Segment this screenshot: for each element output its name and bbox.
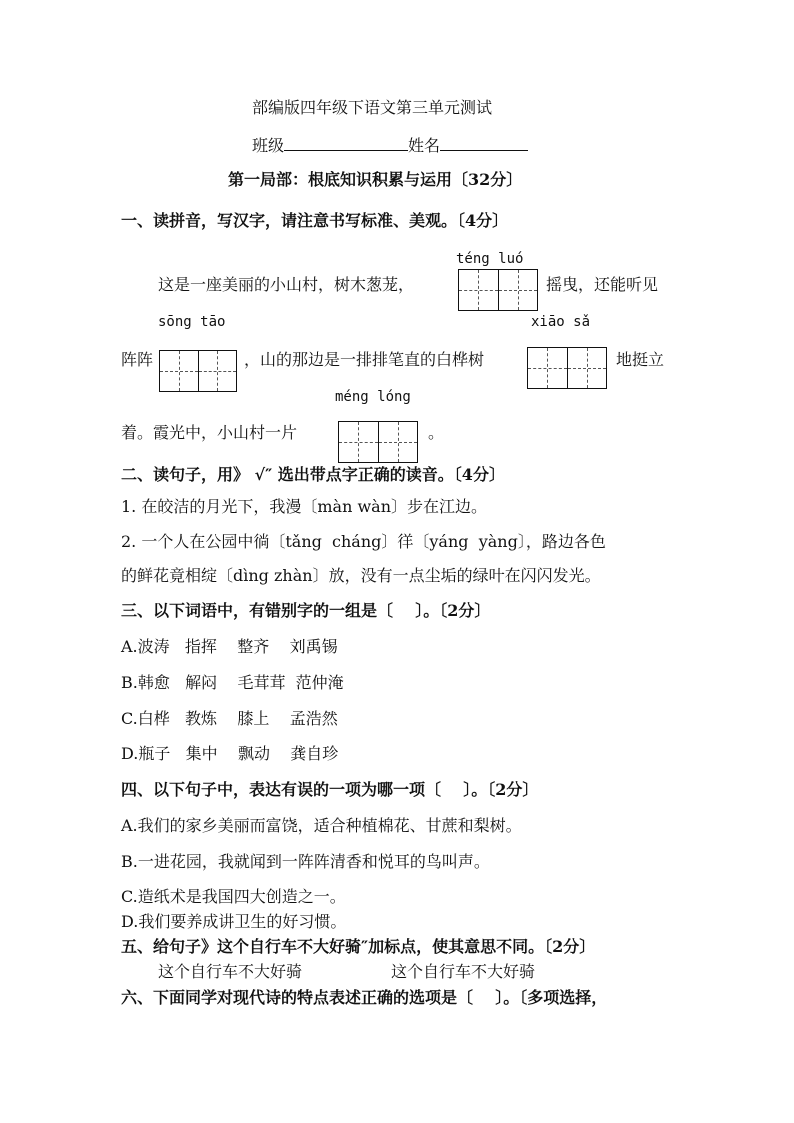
q2-heading: 二、读句子，用》 √″ 选出带点字正确的读音。〔4分〕	[121, 465, 505, 484]
q5-sentence-1: 这个自行车不大好骑	[158, 962, 303, 981]
answer-grid-songtao[interactable]	[159, 350, 237, 392]
q4-heading: 四、以下句子中，表达有误的一项为哪一项〔 〕。〔2分〕	[121, 780, 539, 799]
q4-option-d: D.我们要养成讲卫生的好习惯。	[121, 912, 347, 931]
q1-line2-text-c: 地挺立	[616, 350, 665, 369]
q1-line3-text-b: 。	[428, 423, 445, 442]
answer-grid-tengluo[interactable]	[458, 269, 538, 311]
q6-heading: 六、下面同学对现代诗的特点表述正确的选项是〔 〕。〔多项选择，	[121, 988, 608, 1007]
student-info-line	[252, 134, 528, 156]
q2-sentence-1: 1. 在皎洁的月光下，我漫〔màn wàn〕步在江边。	[121, 497, 487, 516]
page-title: 部编版四年级下语文第三单元测试	[252, 98, 493, 117]
q4-option-a: A.我们的家乡美丽而富饶，适合种植棉花、甘蔗和梨树。	[121, 816, 522, 835]
pinyin-xiaosa: xiāo sǎ	[531, 314, 591, 330]
q3-heading: 三、以下词语中，有错别字的一组是〔 〕。〔2分〕	[121, 601, 491, 620]
q3-option-b: B.韩愈 解闷 毛茸茸 范仲淹	[121, 673, 344, 692]
answer-grid-menglong[interactable]	[338, 421, 418, 463]
q4-option-b: B.一进花园，我就闻到一阵阵清香和悦耳的鸟叫声。	[121, 852, 490, 871]
q3-option-d: D.瓶子 集中 飘动 龚自珍	[121, 744, 339, 763]
pinyin-tengluo: téng luó	[456, 251, 524, 267]
q3-option-c: C.白桦 教炼 膝上 孟浩然	[121, 709, 338, 728]
q1-line2-text-a: 阵阵	[121, 350, 154, 369]
part1-title: 第一局部：根底知识积累与运用〔32分〕	[228, 170, 523, 189]
q1-line1-text-b: 摇曳，还能听见	[546, 275, 659, 294]
q2-sentence-2a: 2. 一个人在公园中徜〔tǎng cháng〕徉〔yáng yàng〕，路边各色	[121, 532, 606, 551]
pinyin-menglong: méng lóng	[335, 389, 411, 405]
name-blank[interactable]	[440, 134, 528, 151]
q1-line3-text-a: 着。霞光中，小山村一片	[121, 423, 298, 442]
q1-heading: 一、读拼音，写汉字，请注意书写标准、美观。〔4分〕	[121, 211, 509, 230]
class-blank[interactable]	[284, 134, 408, 151]
q1-line1-text-a: 这是一座美丽的小山村，树木葱茏，	[158, 275, 415, 294]
q5-heading: 五、给句子》这个自行车不大好骑″加标点，使其意思不同。〔2分〕	[121, 937, 596, 956]
q4-option-c: C.造纸术是我国四大创造之一。	[121, 887, 346, 906]
answer-grid-xiaosa[interactable]	[527, 347, 607, 389]
q1-line2-text-b: ，山的那边是一排排笔直的白桦树	[244, 350, 485, 369]
class-label: 班级	[252, 136, 285, 155]
q2-sentence-2b: 的鲜花竟相绽〔dìng zhàn〕放，没有一点尘垢的绿叶在闪闪发光。	[121, 566, 601, 585]
name-label: 姓名	[408, 136, 441, 155]
q5-sentence-2: 这个自行车不大好骑	[391, 962, 536, 981]
q3-option-a: A.波涛 指挥 整齐 刘禹锡	[121, 637, 338, 656]
pinyin-songtao: sōng tāo	[158, 314, 226, 330]
